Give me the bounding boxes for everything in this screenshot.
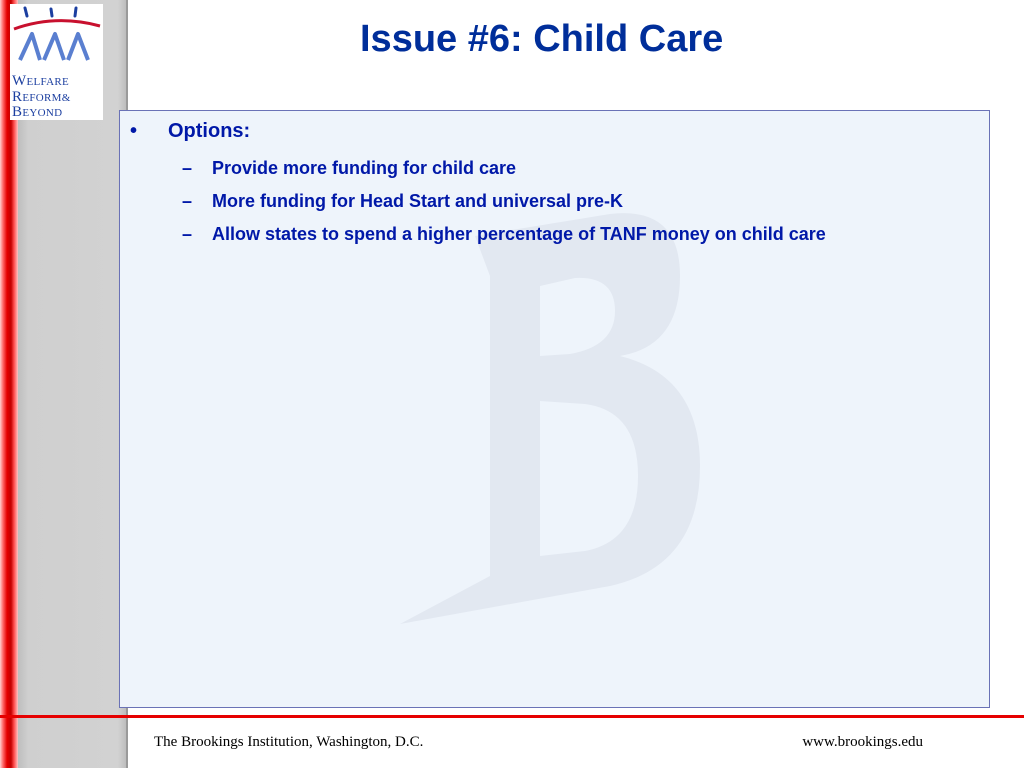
logo-line-reform: REFORM& — [12, 88, 71, 105]
footer-divider — [0, 715, 1024, 718]
logo-wordmark — [12, 74, 71, 121]
sub-bullet-text: Allow states to spend a higher percentage of TANF money on child care — [212, 224, 826, 244]
sub-bullet-funding — [182, 153, 962, 183]
footer-website: www.brookings.edu — [802, 734, 923, 750]
bullet-marker: • — [130, 120, 138, 142]
slide-title: Issue #6: Child Care — [360, 18, 724, 60]
content-panel — [119, 110, 990, 708]
logo-line-beyond: BEYOND — [12, 104, 63, 120]
footer-institution: The Brookings Institution, Washington, D.C. — [154, 734, 424, 750]
brookings-b-watermark-icon — [380, 206, 710, 626]
bullet-options-text: Options: — [168, 120, 251, 142]
sub-bullet-text: Provide more funding for child care — [212, 158, 517, 178]
dash-marker: – — [182, 191, 193, 211]
welfare-reform-logo — [10, 4, 103, 120]
sub-bullet-text: More funding for Head Start and universal pre-K — [212, 191, 624, 211]
people-figures-icon — [10, 4, 103, 74]
sub-bullet-head-start — [182, 186, 962, 216]
logo-line-welfare: WELFARE — [12, 73, 70, 89]
sub-bullet-tanf — [182, 219, 962, 249]
dash-marker: – — [182, 224, 193, 244]
dash-marker: – — [182, 158, 193, 178]
